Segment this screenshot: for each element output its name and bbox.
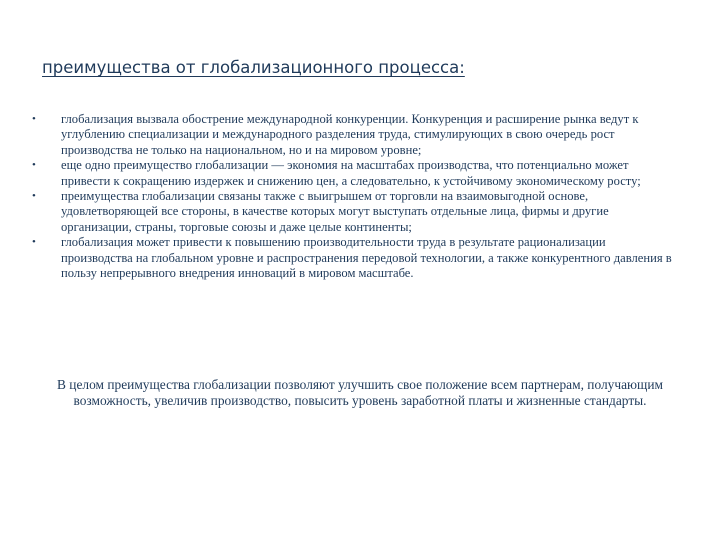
bullet-dot-icon: • (32, 236, 36, 249)
bullet-dot-icon: • (32, 190, 36, 203)
bullet-dot-icon: • (32, 159, 36, 172)
bullet-item (30, 158, 678, 189)
bullet-item (30, 189, 678, 235)
bullet-text: глобализация вызвала обострение международной конкуренции. Конкуренция и расширение рынка ведут к углублению специализации и международного разделения труда, стимулирующих в свою очередь рост производства не только на национальном, но и на мировом уровне; (61, 112, 639, 157)
bullet-text: еще одно преимущество глобализации — экономия на масштабах производства, что потенциально может привести к сокращению издержек и снижению цен, а следовательно, к устойчивому экономическому росту; (61, 158, 641, 188)
slide-title: преимущества от глобализационного процесса: (42, 58, 465, 77)
bullet-item (30, 235, 678, 281)
bullet-dot-icon: • (32, 113, 36, 125)
summary-paragraph: В целом преимущества глобализации позволяют улучшить свое положение всем партнерам, получающим возможность, увеличив производство, повысить уровень заработной платы и жизненные стандарты. (57, 377, 663, 409)
bullet-list (30, 112, 678, 281)
bullet-text: глобализация может привести к повышению производительности труда в результате рационализации производства на глобальном уровне и распространения передовой технологии, а также конкурентного давления в пользу непрерывного внедрения инноваций в мировом масштабе. (61, 235, 672, 281)
bullet-text: преимущества глобализации связаны также с выигрышем от торговли на взаимовыгодной основе, удовлетворяющей все стороны, в качестве которых могут выступать отдельные лица, фирмы и другие организации, страны, торговые союзы и даже целые континенты; (61, 189, 609, 234)
bullet-item (30, 112, 678, 158)
